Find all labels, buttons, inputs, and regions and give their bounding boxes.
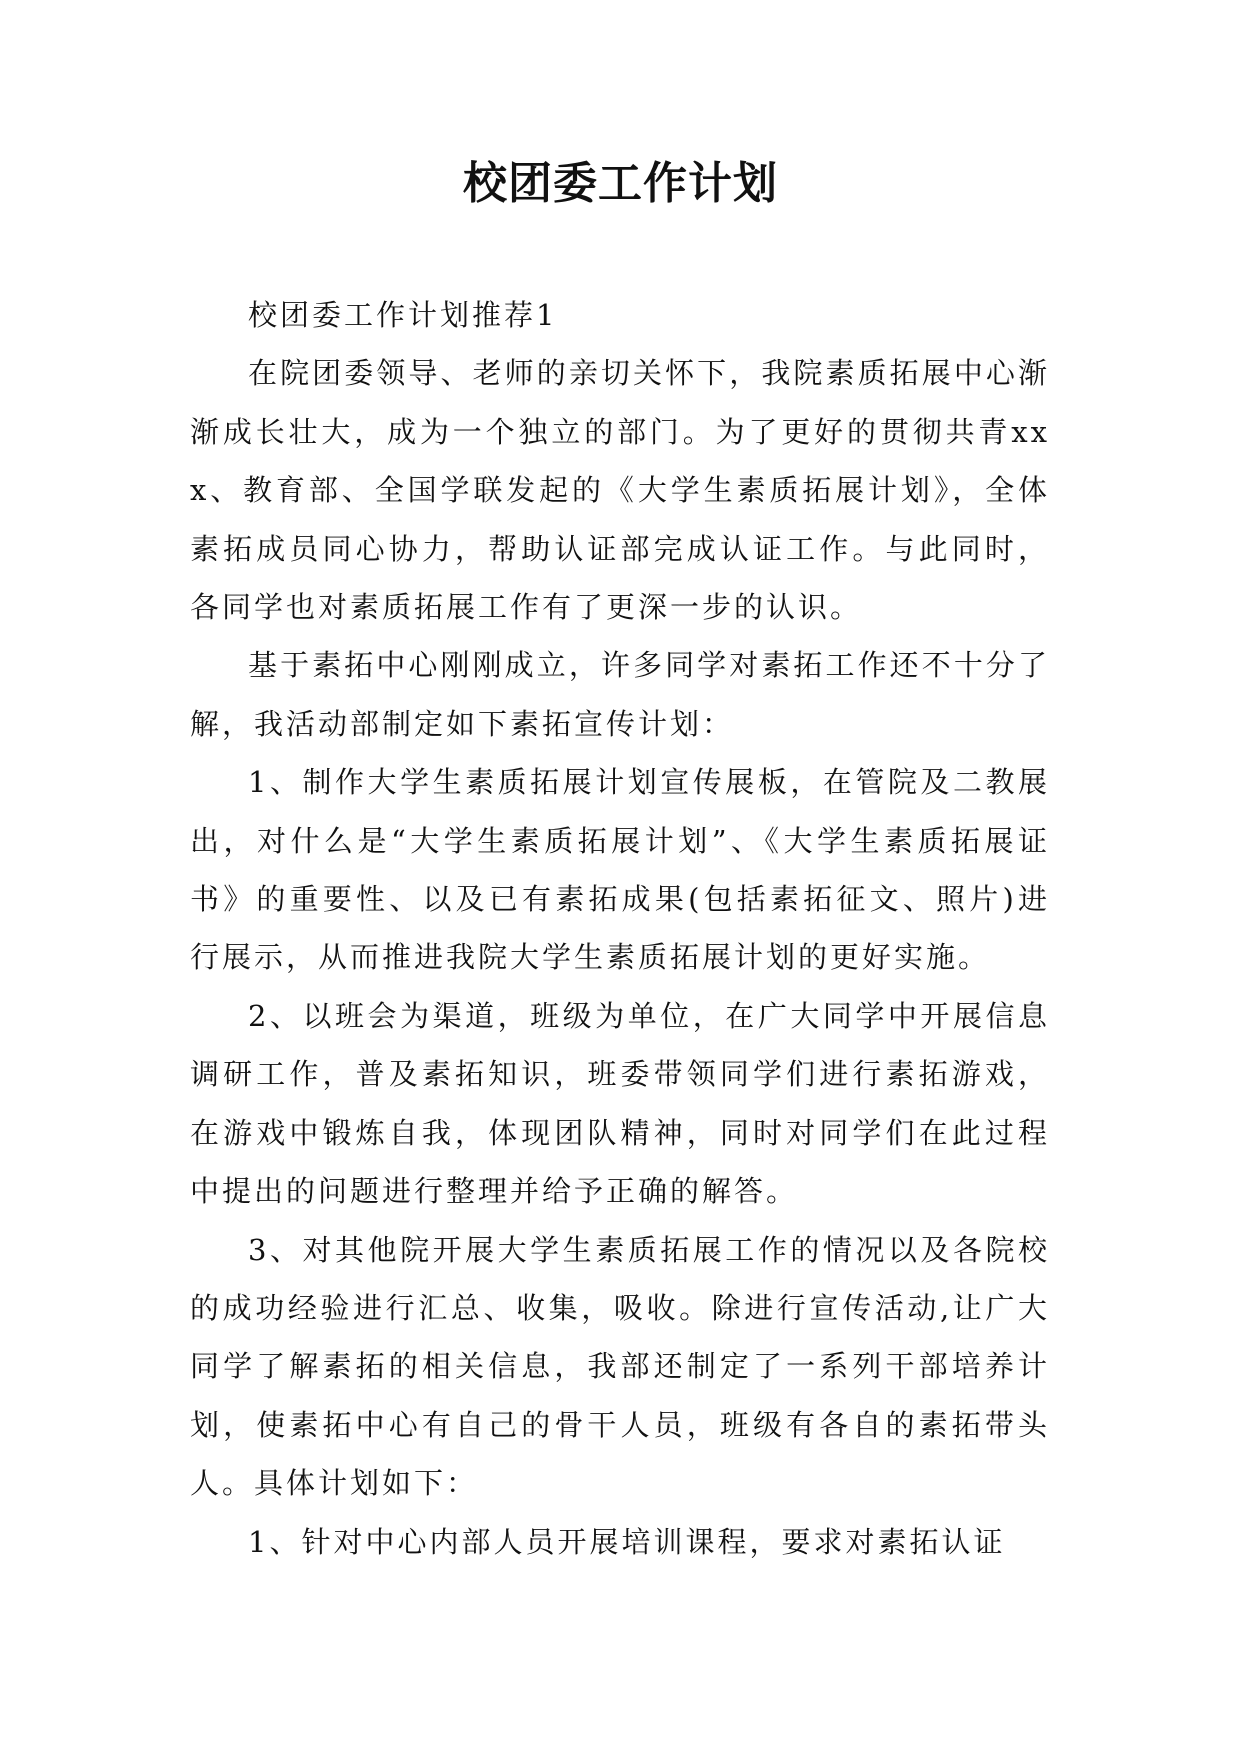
paragraph: 基于素拓中心刚刚成立，许多同学对素拓工作还不十分了解，我活动部制定如下素拓宣传计划：: [190, 648, 1050, 741]
paragraph: 2、以班会为渠道，班级为单位，在广大同学中开展信息调研工作，普及素拓知识，班委带领同学们进行素拓游戏，在游戏中锻炼自我，体现团队精神，同时对同学们在此过程中提出的问题进行整理并给予正确的解答。: [190, 998, 1050, 1209]
paragraph: 1、制作大学生素质拓展计划宣传展板，在管院及二教展出，对什么是“大学生素质拓展计划”、《大学生素质拓展证书》的重要性、以及已有素拓成果(包括素拓征文、照片)进行展示，从而推进我院大学生素质拓展计划的更好实施。: [190, 765, 1050, 975]
paragraph: 1、针对中心内部人员开展培训课程，要求对素拓认证: [248, 1524, 1006, 1559]
document-body: [190, 286, 1050, 1571]
paragraph-heading: 校团委工作计划推荐1: [248, 298, 558, 332]
paragraph: 在院团委领导、老师的亲切关怀下，我院素质拓展中心渐渐成长壮大，成为一个独立的部门。为了更好的贯彻共青xxx、教育部、全国学联发起的《大学生素质拓展计划》，全体素拓成员同心协力，帮助认证部完成认证工作。与此同时，各同学也对素质拓展工作有了更深一步的认识。: [190, 356, 1050, 625]
paragraph: 3、对其他院开展大学生素质拓展工作的情况以及各院校的成功经验进行汇总、收集，吸收。除进行宣传活动,让广大同学了解素拓的相关信息，我部还制定了一系列干部培养计划，使素拓中心有自己的骨干人员，班级有各自的素拓带头人。具体计划如下：: [190, 1232, 1050, 1501]
document-title: 校团委工作计划: [463, 158, 778, 209]
